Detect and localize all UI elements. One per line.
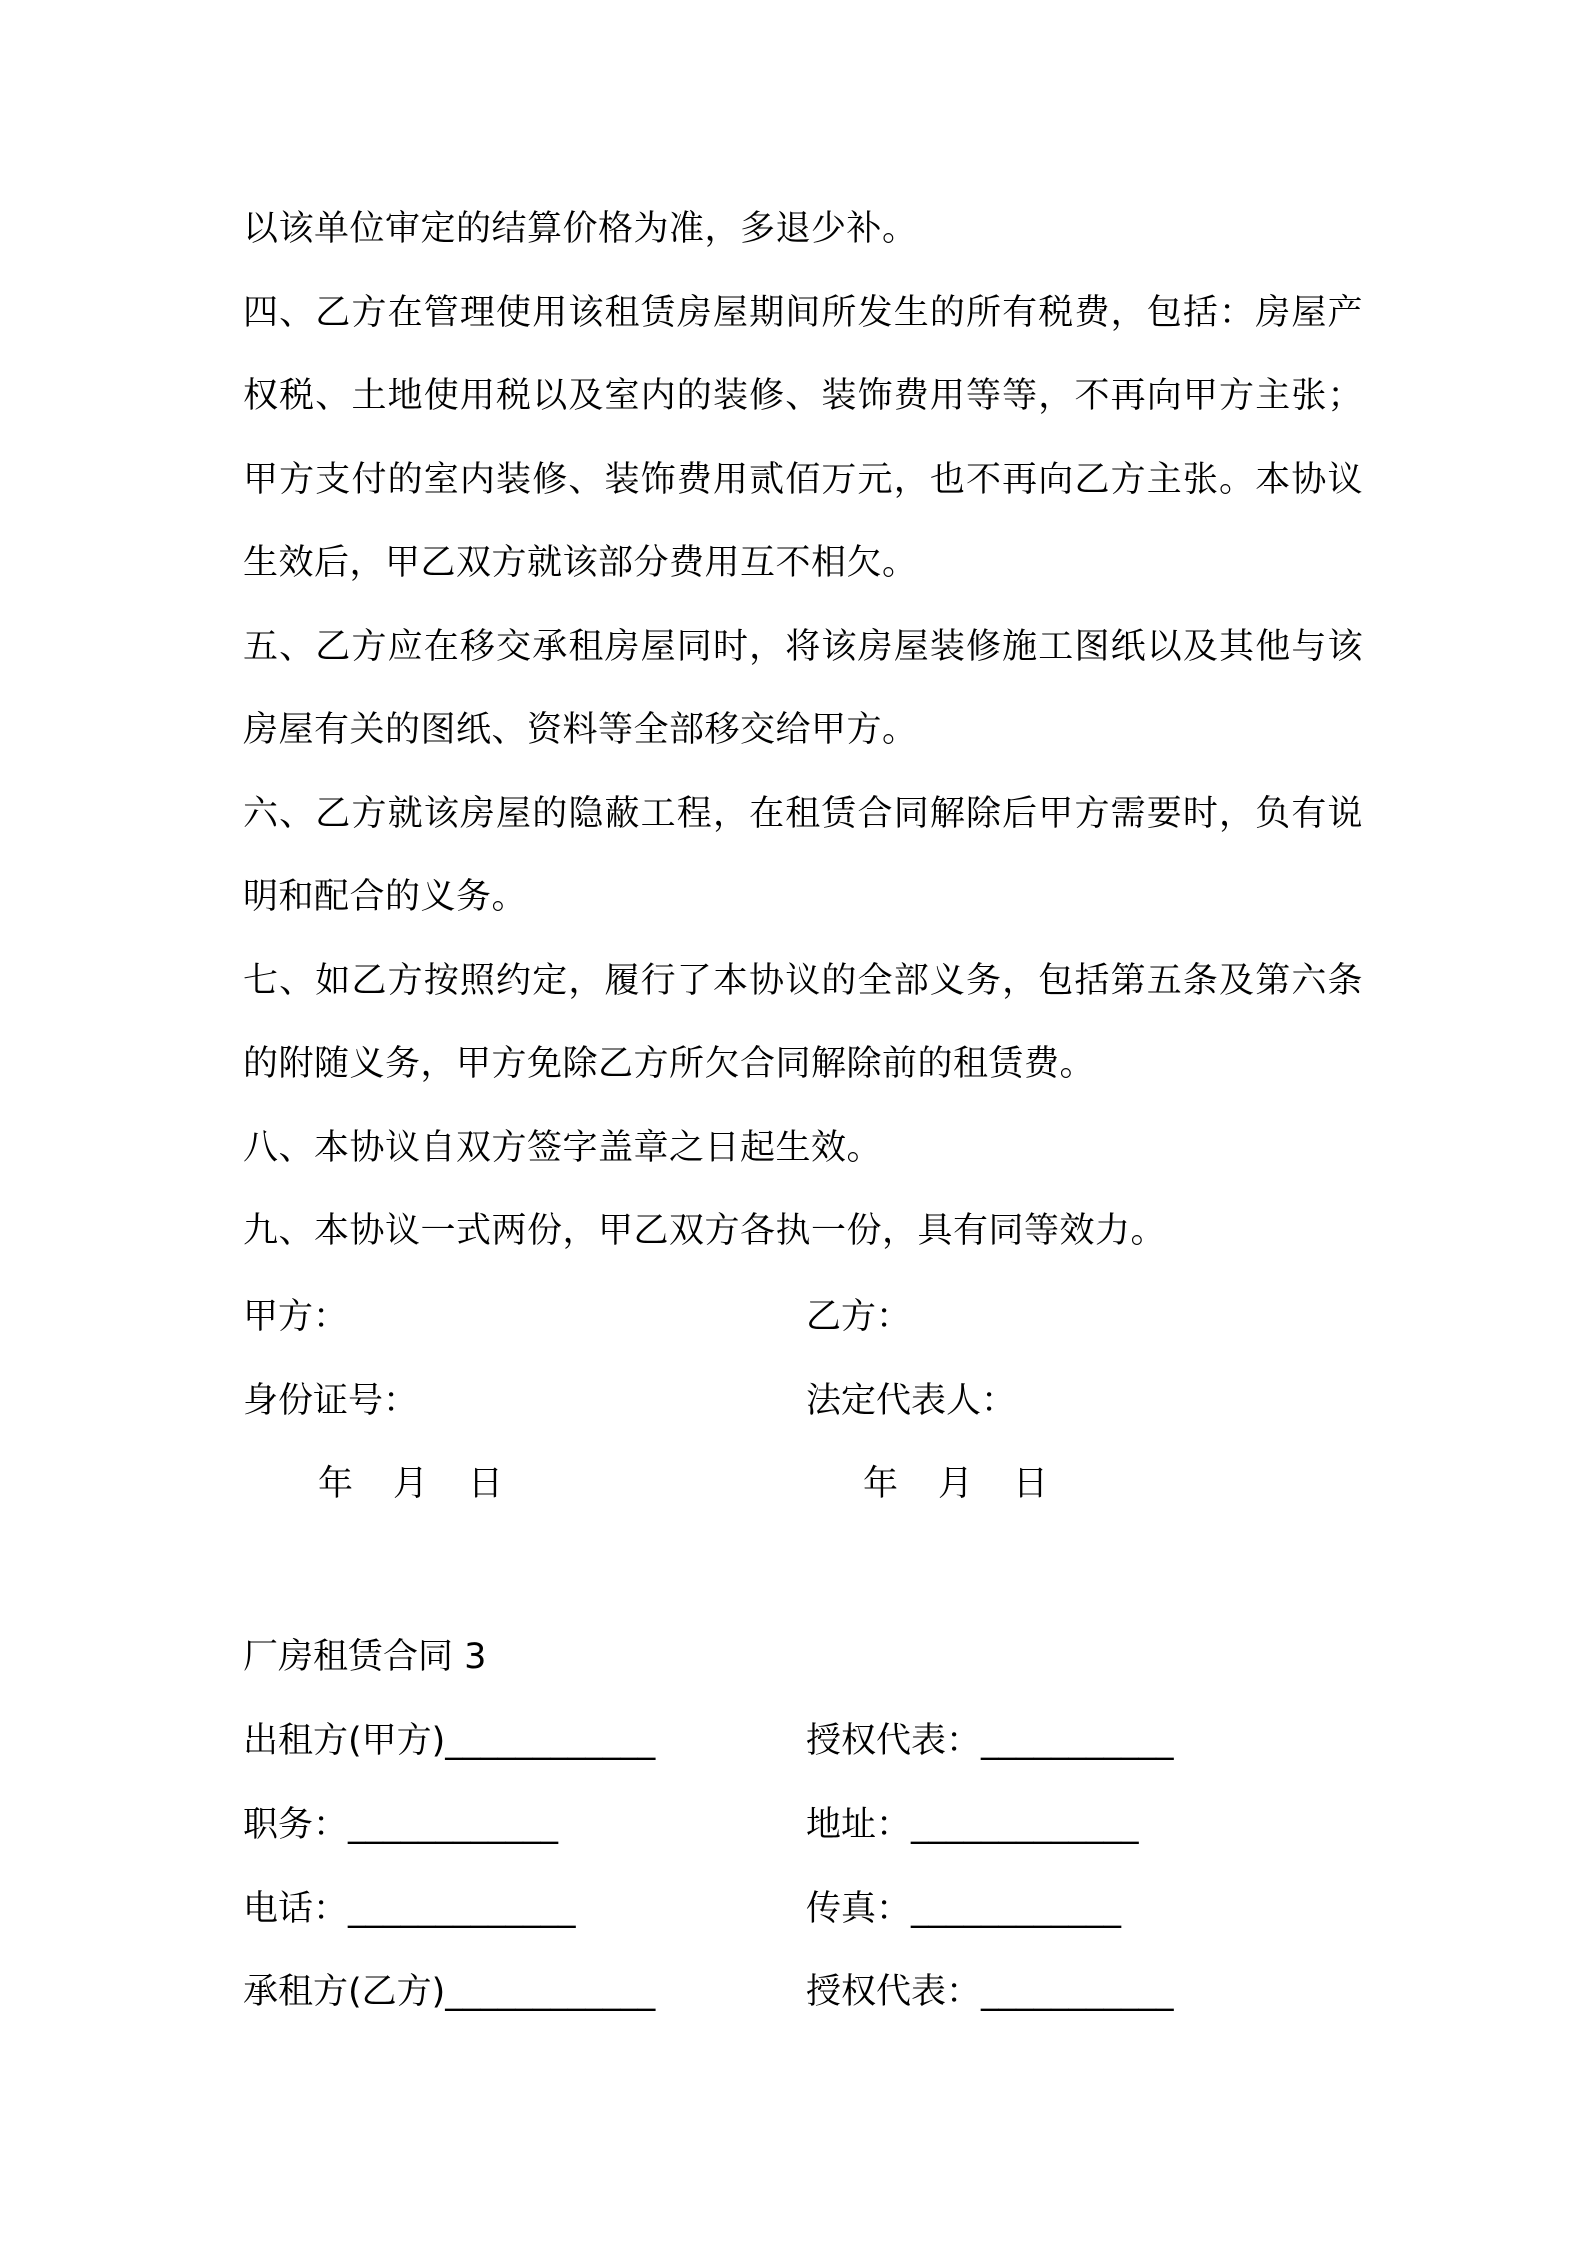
clause-6: 六、乙方就该房屋的隐蔽工程，在租赁合同解除后甲方需要时，负有说明和配合的义务。 [243, 793, 1363, 917]
field-row-lessee [243, 1967, 1363, 2017]
legal-rep-label: 法定代表人： [806, 1381, 1017, 1421]
lessee-field: 承租方(乙方)____________ [243, 1972, 656, 2012]
party-b-label: 乙方： [806, 1297, 912, 1337]
clause-9: 九、本协议一式两份，甲乙双方各执一份，具有同等效力。 [243, 1211, 1167, 1251]
phone-field: 电话：_____________ [243, 1889, 576, 1929]
clause-7: 七、如乙方按照约定，履行了本协议的全部义务，包括第五条及第六条的附随义务，甲方免除乙方所欠合同解除前的租赁费。 [243, 960, 1363, 1084]
contract-3-title: 厂房租赁合同 3 [243, 1637, 487, 1677]
party-a-date: 年 月 日 [318, 1464, 504, 1504]
party-b-date: 年 月 日 [863, 1464, 1049, 1504]
fax-field: 传真：____________ [806, 1889, 1122, 1929]
lessee-authorized-rep-field: 授权代表：___________ [806, 1972, 1174, 2012]
clause-8: 八、本协议自双方签字盖章之日起生效。 [243, 1127, 883, 1168]
position-field: 职务：____________ [243, 1805, 559, 1845]
clause-5: 五、乙方应在移交承租房屋同时，将该房屋装修施工图纸以及其他与该房屋有关的图纸、资料等全部移交给甲方。 [243, 626, 1363, 750]
contract-body [243, 188, 1363, 1274]
clause-4: 四、乙方在管理使用该租赁房屋期间所发生的所有税费，包括：房屋产权税、土地使用税以及室内的装修、装饰费用等等，不再向甲方主张；甲方支付的室内装修、装饰费用贰佰万元，也不再向乙方主张。本协议生效后，甲乙双方就该部分费用互不相欠。 [243, 292, 1363, 583]
signature-row-date [243, 1459, 1363, 1509]
paragraph-continuation: 以该单位审定的结算价格为准，多退少补。 [243, 209, 918, 249]
lessor-field: 出租方(甲方)____________ [243, 1721, 656, 1761]
field-row-lessor [243, 1716, 1363, 1766]
address-field: 地址：_____________ [806, 1805, 1139, 1845]
party-a-label: 甲方： [243, 1297, 349, 1337]
signature-row-identity [243, 1376, 1363, 1426]
signature-row-parties [243, 1292, 1363, 1342]
id-number-label: 身份证号： [243, 1381, 419, 1421]
lessor-authorized-rep-field: 授权代表：___________ [806, 1721, 1174, 1761]
field-row-position [243, 1800, 1363, 1850]
field-row-phone [243, 1884, 1363, 1934]
